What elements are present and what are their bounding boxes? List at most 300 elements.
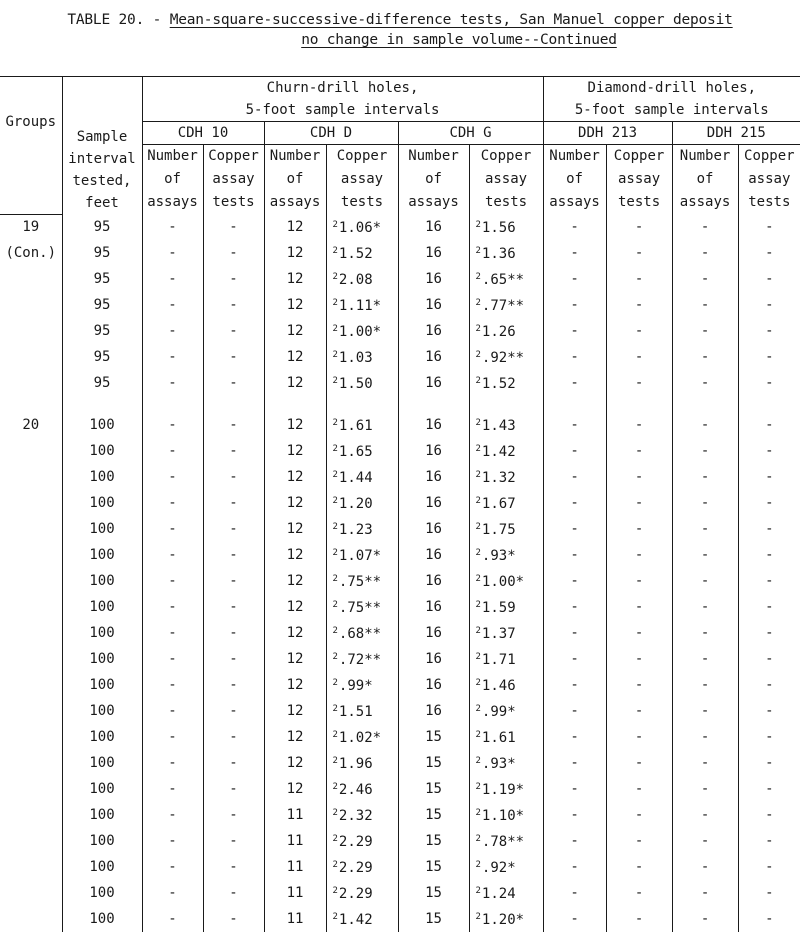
cdhg-number-cell: 16 (398, 412, 469, 438)
cdhg-number-cell: 16 (398, 292, 469, 318)
ddh213-number-cell: - (543, 214, 606, 240)
cdh10-copper-cell: - (203, 344, 264, 370)
title-line-2 (0, 32, 800, 48)
cdhg-copper-cell (469, 490, 543, 516)
assay-value: .99* (338, 678, 373, 694)
footnote-marker: 2 (475, 678, 481, 688)
subheader-line: assay (617, 171, 661, 187)
footnote-marker: 2 (332, 324, 338, 334)
footnote-marker: 2 (475, 548, 481, 558)
ddh215-number-cell: - (672, 802, 738, 828)
cdhg-copper-cell (469, 464, 543, 490)
footnote-marker: 2 (332, 246, 338, 256)
cdhg-copper-cell (469, 776, 543, 802)
cdhd-copper-cell (326, 516, 398, 542)
ddh213-copper-cell: - (606, 344, 672, 370)
ddh213-copper-cell: - (606, 776, 672, 802)
interval-cell: 95 (62, 292, 142, 318)
subheader-line: tests (212, 194, 255, 210)
group-cell (0, 750, 62, 776)
ddh215-copper-cell: - (738, 412, 800, 438)
number-of-assays-header (142, 145, 203, 215)
subheader-line: Copper (336, 148, 388, 164)
ddh215-number-cell: - (672, 240, 738, 266)
cdh10-number-cell: - (142, 854, 203, 880)
cdh10-copper-cell: - (203, 568, 264, 594)
cdhd-copper-cell (326, 724, 398, 750)
footnote-marker: 2 (332, 496, 338, 506)
assay-value: 1.52 (481, 376, 516, 392)
cdhg-number-cell: 16 (398, 240, 469, 266)
group-cell (0, 438, 62, 464)
assay-value: .75** (338, 600, 382, 616)
ddh213-number-cell: - (543, 698, 606, 724)
footnote-marker: 2 (332, 834, 338, 844)
ddh215-number-cell: - (672, 672, 738, 698)
cdh10-number-cell: - (142, 438, 203, 464)
assay-value: 1.06* (338, 220, 382, 236)
ddh213-copper-cell: - (606, 828, 672, 854)
spacer-cell (203, 396, 264, 412)
ddh213-number-cell: - (543, 438, 606, 464)
cdhd-number-cell: 12 (264, 724, 326, 750)
cdh10-number-cell: - (142, 594, 203, 620)
ddh213-number-cell: - (543, 516, 606, 542)
cdhd-copper-cell (326, 594, 398, 620)
subheader-line: assays (269, 194, 321, 210)
subheader-line: Copper (613, 148, 665, 164)
cdhg-number-cell: 15 (398, 776, 469, 802)
footnote-marker: 2 (475, 246, 481, 256)
footnote-marker: 2 (475, 860, 481, 870)
table-row (0, 698, 800, 724)
group-cell (0, 802, 62, 828)
ddh213-copper-cell: - (606, 672, 672, 698)
ddh213-copper-cell: - (606, 318, 672, 344)
ddh215-number-cell: - (672, 594, 738, 620)
assay-value: .93* (481, 756, 516, 772)
assay-value: 1.51 (338, 704, 373, 720)
ddh213-number-cell: - (543, 672, 606, 698)
cdhd-number-cell: 12 (264, 620, 326, 646)
ddh215-number-cell: - (672, 464, 738, 490)
subheader-line: of (286, 171, 304, 187)
cdhg-copper-cell (469, 620, 543, 646)
footnote-marker: 2 (475, 298, 481, 308)
assay-value: 1.75 (481, 522, 516, 538)
assay-value: .65** (481, 272, 525, 288)
cdhd-number-cell: 12 (264, 214, 326, 240)
number-of-assays-header (398, 145, 469, 215)
subheader-line: Number (269, 148, 321, 164)
assay-value: .77** (481, 298, 525, 314)
cdhg-number-cell: 16 (398, 594, 469, 620)
subheader-line: assays (549, 194, 600, 210)
cdhd-copper-cell (326, 438, 398, 464)
cdhd-copper-cell (326, 620, 398, 646)
cdhd-number-cell: 11 (264, 854, 326, 880)
ddh213-number-cell: - (543, 594, 606, 620)
spacer-cell (738, 396, 800, 412)
cdh10-copper-cell: - (203, 802, 264, 828)
table-row (0, 906, 800, 932)
interval-cell: 95 (62, 318, 142, 344)
group-cell (0, 464, 62, 490)
footnote-marker: 2 (332, 678, 338, 688)
table-row (0, 266, 800, 292)
interval-cell: 100 (62, 880, 142, 906)
cdhd-copper-cell (326, 750, 398, 776)
ddh215-copper-cell: - (738, 214, 800, 240)
table-row (0, 490, 800, 516)
ddh215-copper-cell: - (738, 266, 800, 292)
subheader-line: tests (748, 194, 791, 210)
ddh215-number-cell: - (672, 370, 738, 396)
table-row (0, 620, 800, 646)
table-row (0, 318, 800, 344)
cdh10-copper-cell: - (203, 646, 264, 672)
footnote-marker: 2 (475, 272, 481, 282)
cdh10-number-cell: - (142, 620, 203, 646)
footnote-marker: 2 (332, 444, 338, 454)
ddh215-number-cell: - (672, 620, 738, 646)
subheader-line: Number (408, 148, 459, 164)
subheader-line: assays (147, 194, 198, 210)
cdhd-number-cell: 12 (264, 240, 326, 266)
ddh213-number-cell: - (543, 542, 606, 568)
cdhd-copper-cell (326, 344, 398, 370)
cdhd-copper-cell (326, 214, 398, 240)
cdhg-number-cell: 16 (398, 568, 469, 594)
cdhd-copper-cell (326, 698, 398, 724)
interval-cell: 100 (62, 906, 142, 932)
ddh213-copper-cell: - (606, 750, 672, 776)
ddh215-copper-cell: - (738, 906, 800, 932)
cdhd-number-cell: 12 (264, 370, 326, 396)
interval-cell: 100 (62, 828, 142, 854)
assay-value: 1.20 (338, 496, 373, 512)
cdh10-copper-cell: - (203, 490, 264, 516)
cdhg-number-cell: 15 (398, 724, 469, 750)
interval-cell: 100 (62, 776, 142, 802)
ddh213-copper-cell: - (606, 412, 672, 438)
table-row (0, 240, 800, 266)
cdh10-copper-cell: - (203, 412, 264, 438)
ddh213-number-cell: - (543, 828, 606, 854)
group-cell (0, 318, 62, 344)
churn-header-l2: 5-foot sample intervals (245, 102, 440, 118)
ddh215-number-cell: - (672, 318, 738, 344)
cdhg-number-cell: 16 (398, 438, 469, 464)
subheader-line: Number (679, 148, 731, 164)
cdh10-copper-cell: - (203, 370, 264, 396)
footnote-marker: 2 (475, 652, 481, 662)
subheader-line: assay (484, 171, 528, 187)
ddh215-number-cell: - (672, 776, 738, 802)
cdh10-number-cell: - (142, 516, 203, 542)
cdhg-number-cell: 15 (398, 750, 469, 776)
ddh215-copper-cell: - (738, 880, 800, 906)
cdhg-copper-cell (469, 370, 543, 396)
ddh215-number-cell: - (672, 854, 738, 880)
subheader-line: of (696, 171, 714, 187)
cdh10-copper-cell: - (203, 214, 264, 240)
ddh213-number-cell: - (543, 490, 606, 516)
cdhd-number-cell: 11 (264, 906, 326, 932)
cdh10-number-cell: - (142, 266, 203, 292)
ddh213-copper-cell: - (606, 568, 672, 594)
assay-value: 1.50 (338, 376, 373, 392)
ddh215-number-cell: - (672, 880, 738, 906)
cdh10-copper-cell: - (203, 854, 264, 880)
cdhd-copper-cell (326, 828, 398, 854)
footnote-marker: 2 (332, 782, 338, 792)
assay-value: .75** (338, 574, 382, 590)
cdhd-number-cell: 12 (264, 698, 326, 724)
interval-header (62, 77, 142, 215)
footnote-marker: 2 (475, 756, 481, 766)
table-row (0, 724, 800, 750)
group-cell: 20 (22, 416, 40, 433)
ddh213-copper-cell: - (606, 240, 672, 266)
number-of-assays-header (264, 145, 326, 215)
cdh10-number-cell: - (142, 906, 203, 932)
ddh215-copper-cell: - (738, 698, 800, 724)
cdh10-copper-cell: - (203, 828, 264, 854)
cdh10-copper-cell: - (203, 620, 264, 646)
spacer-cell (326, 396, 398, 412)
group-cell (0, 620, 62, 646)
cdh10-number-cell: - (142, 240, 203, 266)
cdhg-copper-cell (469, 214, 543, 240)
cdhg-number-cell: 16 (398, 698, 469, 724)
ddh213-copper-cell: - (606, 438, 672, 464)
ddh213-number-cell: - (543, 266, 606, 292)
cdhg-number-cell: 16 (398, 490, 469, 516)
assay-value: 2.08 (338, 272, 373, 288)
table-row (0, 542, 800, 568)
footnote-marker: 2 (332, 600, 338, 610)
subheader-line: Copper (208, 148, 259, 164)
ddh215-copper-cell: - (738, 594, 800, 620)
cdhg-number-cell: 16 (398, 266, 469, 292)
assay-value: 1.00* (481, 574, 525, 590)
cdhd-number-cell: 12 (264, 542, 326, 568)
group-cell (0, 854, 62, 880)
footnote-marker: 2 (332, 298, 338, 308)
cdhd-number-cell: 12 (264, 646, 326, 672)
assay-value: .99* (481, 704, 516, 720)
cdhd-copper-cell (326, 240, 398, 266)
cdhg-number-cell: 16 (398, 542, 469, 568)
footnote-marker: 2 (332, 730, 338, 740)
cdhg-copper-cell (469, 724, 543, 750)
group-cell (0, 646, 62, 672)
assay-value: 1.02* (338, 730, 382, 746)
assay-value: 1.20* (481, 912, 525, 928)
cdhd-copper-cell (326, 266, 398, 292)
footnote-marker: 2 (475, 376, 481, 386)
ddh215-number-cell: - (672, 542, 738, 568)
cdh10-number-cell: - (142, 568, 203, 594)
footnote-marker: 2 (332, 470, 338, 480)
cdh10-number-cell: - (142, 292, 203, 318)
cdhd-copper-cell (326, 542, 398, 568)
table-row (0, 568, 800, 594)
footnote-marker: 2 (332, 808, 338, 818)
table-row (0, 464, 800, 490)
cdh10-copper-cell: - (203, 292, 264, 318)
cdhd-number-cell: 12 (264, 344, 326, 370)
assay-value: 1.37 (481, 626, 516, 642)
assay-value: 1.24 (481, 886, 516, 902)
ddh215-number-cell: - (672, 344, 738, 370)
table-row (0, 438, 800, 464)
cdhg-copper-cell (469, 646, 543, 672)
diamond-drill-header (543, 77, 800, 122)
interval-cell: 100 (62, 464, 142, 490)
cdhg-number-cell: 16 (398, 214, 469, 240)
cdhd-number-cell: 12 (264, 672, 326, 698)
ddh213-copper-cell: - (606, 594, 672, 620)
cdh10-number-cell: - (142, 672, 203, 698)
cdhg-number-cell: 16 (398, 464, 469, 490)
interval-cell: 95 (62, 214, 142, 240)
ddh215-number-cell: - (672, 214, 738, 240)
cdhd-number-cell: 12 (264, 594, 326, 620)
assay-value: .92** (481, 350, 525, 366)
ddh215-copper-cell: - (738, 802, 800, 828)
ddh215-number-cell: - (672, 906, 738, 932)
table-number: TABLE 20. - (67, 12, 162, 28)
footnote-marker: 2 (475, 444, 481, 454)
interval-cell: 100 (62, 750, 142, 776)
group-cell (0, 776, 62, 802)
cdh10-copper-cell: - (203, 542, 264, 568)
ddh213-copper-cell: - (606, 292, 672, 318)
interval-cell: 100 (62, 490, 142, 516)
interval-cell: 100 (62, 646, 142, 672)
footnote-marker: 2 (332, 912, 338, 922)
footnote-marker: 2 (475, 418, 481, 428)
assay-value: 1.42 (481, 444, 516, 460)
subheader-line: Copper (480, 148, 532, 164)
group-cell: (Con.) (5, 244, 57, 261)
cdh10-copper-cell: - (203, 698, 264, 724)
cdhd-number-cell: 12 (264, 412, 326, 438)
footnote-marker: 2 (332, 522, 338, 532)
assay-value: 1.03 (338, 350, 373, 366)
cdh10-copper-cell: - (203, 516, 264, 542)
ddh215-number-cell: - (672, 292, 738, 318)
ddh215-copper-cell: - (738, 542, 800, 568)
subheader-line: Number (549, 148, 600, 164)
cdh10-copper-cell: - (203, 672, 264, 698)
assay-value: .92* (481, 860, 516, 876)
footnote-marker: 2 (475, 782, 481, 792)
spacer-cell (398, 396, 469, 412)
ddh215-copper-cell: - (738, 672, 800, 698)
assay-value: 2.29 (338, 860, 373, 876)
subheader-line: tests (484, 194, 528, 210)
cdh10-copper-cell: - (203, 438, 264, 464)
interval-cell: 100 (62, 802, 142, 828)
assay-value: 2.29 (338, 834, 373, 850)
cdhg-number-cell: 15 (398, 802, 469, 828)
cdhg-number-cell: 16 (398, 318, 469, 344)
footnote-marker: 2 (475, 350, 481, 360)
interval-cell: 100 (62, 672, 142, 698)
spacer-cell (0, 396, 62, 412)
ddh213-copper-cell: - (606, 646, 672, 672)
table-row (0, 292, 800, 318)
ddh215-copper-cell: - (738, 750, 800, 776)
assay-value: 1.26 (481, 324, 516, 340)
assay-value: .78** (481, 834, 525, 850)
cdhg-number-cell: 16 (398, 370, 469, 396)
interval-header-l4: feet (85, 195, 119, 211)
cdhg-copper-cell (469, 412, 543, 438)
table-row (0, 776, 800, 802)
cdh10-copper-cell: - (203, 318, 264, 344)
assay-value: .72** (338, 652, 382, 668)
group-cell (0, 516, 62, 542)
assay-value: 1.11* (338, 298, 382, 314)
interval-header-l2: interval (68, 151, 136, 167)
ddh213-copper-cell: - (606, 724, 672, 750)
interval-cell: 100 (62, 854, 142, 880)
ddh213-copper-cell: - (606, 698, 672, 724)
cdhd-number-cell: 11 (264, 880, 326, 906)
cdh10-copper-cell: - (203, 464, 264, 490)
subheader-line: of (164, 171, 181, 187)
interval-cell: 100 (62, 438, 142, 464)
spacer-cell (142, 396, 203, 412)
cdh10-number-cell: - (142, 318, 203, 344)
group-cell (0, 880, 62, 906)
table-row (0, 646, 800, 672)
footnote-marker: 2 (332, 704, 338, 714)
table-row (0, 672, 800, 698)
cdhd-number-cell: 12 (264, 750, 326, 776)
cdhg-number-cell: 16 (398, 672, 469, 698)
ddh215-copper-cell: - (738, 776, 800, 802)
copper-assay-tests-header (326, 145, 398, 215)
ddh215-copper-cell: - (738, 292, 800, 318)
ddh213-number-cell: - (543, 776, 606, 802)
interval-header-l3: tested, (72, 173, 132, 189)
subheader-line: Number (147, 148, 198, 164)
table-row (0, 412, 800, 438)
data-table (0, 76, 800, 932)
assay-value: 1.46 (481, 678, 516, 694)
subheader-line: tests (617, 194, 661, 210)
interval-cell: 100 (62, 724, 142, 750)
spacer-cell (62, 396, 142, 412)
ddh213-copper-cell: - (606, 620, 672, 646)
cdhg-copper-cell (469, 542, 543, 568)
cdhd-copper-cell (326, 568, 398, 594)
cdh10-copper-cell: - (203, 776, 264, 802)
assay-value: 1.61 (481, 730, 516, 746)
subheader-line: Copper (744, 148, 795, 164)
cdhg-copper-cell (469, 344, 543, 370)
group-cell (0, 370, 62, 396)
cdhd-number-cell: 12 (264, 292, 326, 318)
assay-value: 1.56 (481, 220, 516, 236)
ddh215-copper-cell: - (738, 438, 800, 464)
assay-value: .93* (481, 548, 516, 564)
